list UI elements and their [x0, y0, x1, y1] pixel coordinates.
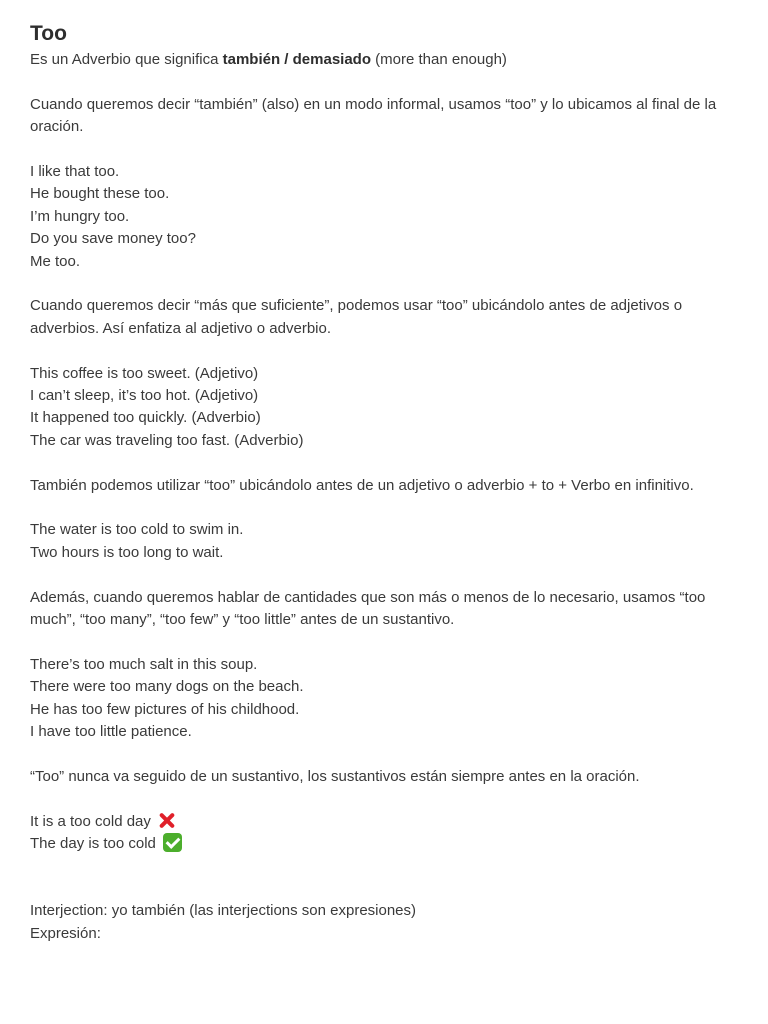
- right-example-text: The day is too cold: [30, 835, 161, 853]
- example-line: It happened too quickly. (Adverbio): [30, 409, 261, 427]
- section5-explanation: “Too” nunca va seguido de un sustantivo, los sustantivos están siempre antes en la oración.: [30, 767, 640, 785]
- right-example-line: [30, 833, 742, 855]
- intro-line: [30, 49, 742, 71]
- example-line: He has too few pictures of his childhood.: [30, 700, 300, 718]
- example-line: Do you save money too?: [30, 230, 196, 248]
- example-line: I like that too.: [30, 163, 120, 180]
- example-line: I can’t sleep, it’s too hot. (Adjetivo): [30, 387, 259, 405]
- section2-explanation: Cuando queremos decir “más que suficiente”, podemos usar “too” ubicándolo antes de adjetivos o adverbios. Así enfatiza al adjetivo o adverbio.: [30, 297, 687, 337]
- note-page: [30, 20, 742, 945]
- interjection-line: Interjection: yo también (las interjections son expresiones): [30, 902, 417, 920]
- spacer: [30, 273, 742, 295]
- example-line: The water is too cold to swim in.: [30, 521, 244, 539]
- spacer: [30, 631, 742, 653]
- check-mark-icon: [163, 833, 182, 852]
- note-title: Too: [30, 22, 67, 45]
- example-line: The car was traveling too fast. (Adverbio): [30, 431, 304, 449]
- wrong-example-text: It is a too cold day: [30, 812, 156, 830]
- intro-bold-meaning: también / demasiado: [222, 51, 371, 68]
- section4-explanation: Además, cuando queremos hablar de cantidades que son más o menos de lo necesario, usamos “too much”, “too many”, “too few” y “too little” antes de un sustantivo.: [30, 588, 710, 629]
- spacer: [30, 743, 742, 765]
- spacer: [30, 564, 742, 586]
- example-line: I’m hungry too.: [30, 207, 130, 225]
- spacer: [30, 497, 742, 519]
- spacer: [30, 139, 742, 161]
- example-line: This coffee is too sweet. (Adjetivo): [30, 364, 259, 382]
- section3-explanation: También podemos utilizar “too” ubicándolo antes de un adjetivo o adverbio + to + Verbo en infinitivo.: [30, 476, 694, 494]
- example-line: He bought these too.: [30, 185, 170, 203]
- example-line: There’s too much salt in this soup.: [30, 655, 258, 673]
- spacer: [30, 788, 742, 810]
- intro-prefix: Es un Adverbio que significa: [30, 51, 223, 68]
- cross-mark-icon: [158, 812, 175, 829]
- example-line: Me too.: [30, 252, 81, 270]
- spacer: [30, 452, 742, 474]
- section1-explanation: Cuando queremos decir “también” (also) en un modo informal, usamos “too” y lo ubicamos al final de la oración.: [30, 95, 721, 136]
- spacer: [30, 340, 742, 362]
- example-line: Two hours is too long to wait.: [30, 543, 224, 561]
- spacer: [30, 71, 742, 93]
- example-line: I have too little patience.: [30, 723, 192, 741]
- example-line: There were too many dogs on the beach.: [30, 678, 304, 696]
- spacer: [30, 855, 742, 877]
- wrong-example-line: [30, 811, 742, 833]
- spacer: [30, 878, 742, 900]
- intro-suffix: (more than enough): [371, 51, 507, 68]
- expresion-line: Expresión:: [30, 924, 101, 942]
